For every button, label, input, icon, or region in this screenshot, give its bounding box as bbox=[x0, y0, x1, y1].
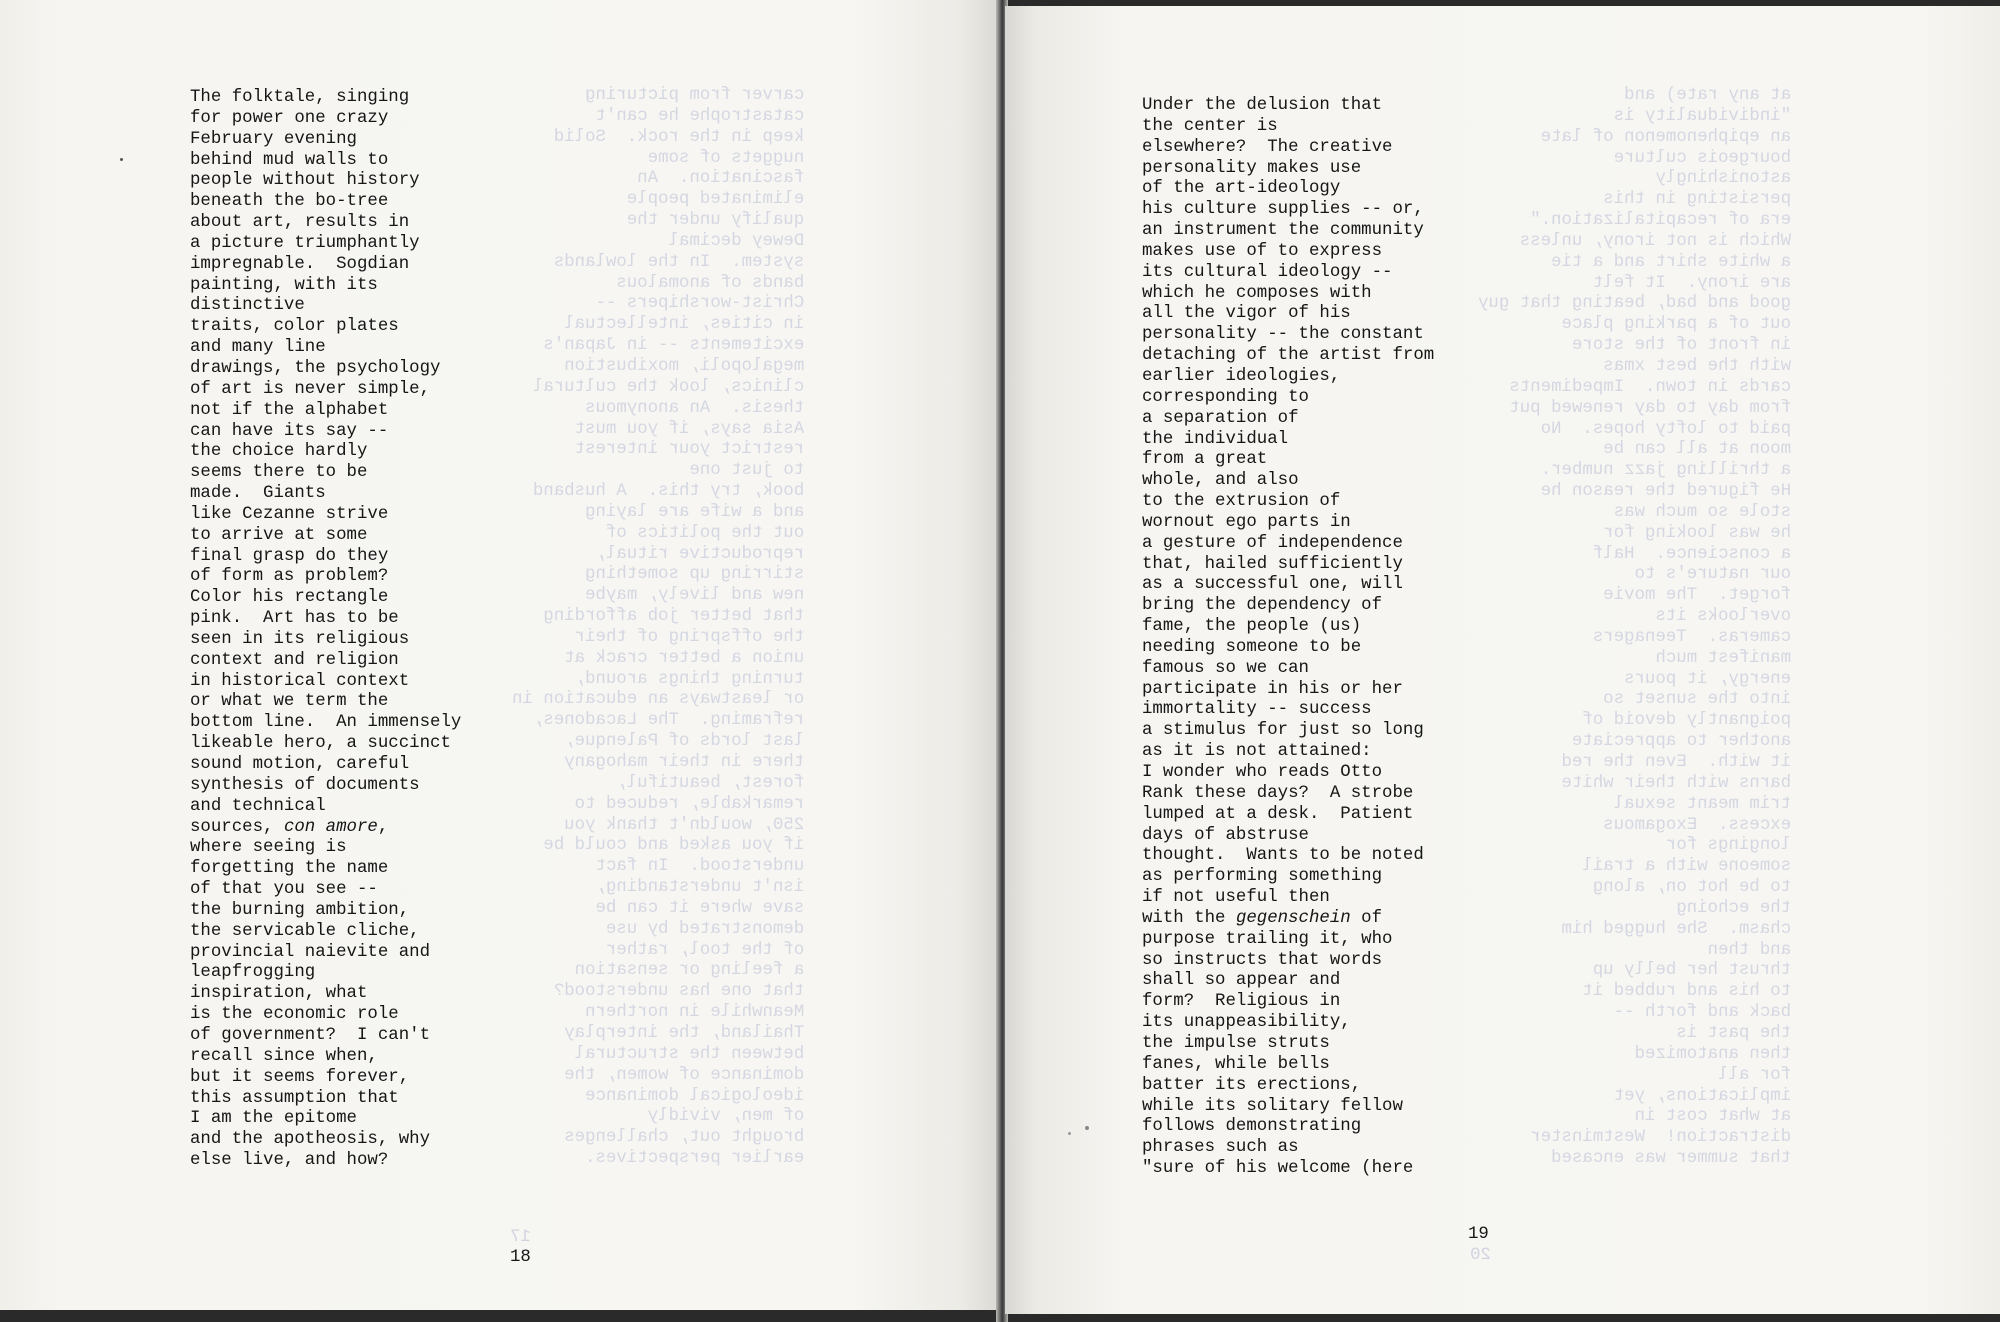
right-page bbox=[1005, 6, 2000, 1314]
text-line: where seeing is bbox=[190, 838, 347, 858]
text-line: demonstrated by use bbox=[605, 919, 805, 939]
text-line: February evening bbox=[190, 129, 357, 149]
text-line: a stimulus for just so long bbox=[1142, 721, 1424, 741]
text-line: between the structural bbox=[574, 1044, 805, 1064]
text-line: immortality -- success bbox=[1142, 700, 1372, 720]
text-line: and a wife are laying bbox=[585, 502, 805, 522]
text-line: are irony. It felt bbox=[1592, 273, 1792, 293]
text-line: all the vigor of his bbox=[1142, 304, 1351, 324]
text-line: in front of the store bbox=[1571, 336, 1792, 356]
text-line: in cities, intellectual bbox=[564, 315, 805, 335]
text-line: a conscience. Half bbox=[1592, 544, 1792, 564]
text-line: Christ-worshipers -- bbox=[595, 294, 805, 314]
text-line: its unappeasibility, bbox=[1142, 1013, 1351, 1033]
text-line: but it seems forever, bbox=[190, 1067, 410, 1087]
text-line: traits, color plates bbox=[190, 317, 399, 337]
text-line: or what we term the bbox=[190, 692, 389, 712]
text-line: to arrive at some bbox=[190, 525, 368, 545]
text-line: that one has understood? bbox=[553, 982, 805, 1002]
text-line: thought. Wants to be noted bbox=[1142, 846, 1424, 866]
text-line: follows demonstrating bbox=[1142, 1117, 1362, 1137]
text-line: era of recapitalization." bbox=[1530, 211, 1792, 231]
text-line: bourgeois culture bbox=[1613, 148, 1792, 168]
show-through-text-left bbox=[512, 86, 804, 1170]
text-line: this assumption that bbox=[190, 1088, 399, 1108]
text-line: at what cost in bbox=[1634, 1107, 1792, 1127]
text-line: eliminated people bbox=[626, 190, 805, 210]
text-line: 250, wouldn't thank you bbox=[564, 815, 805, 835]
text-line: if not useful then bbox=[1142, 888, 1330, 908]
text-line: to the extrusion of bbox=[1142, 492, 1341, 512]
text-line: Meanwhile in northern bbox=[585, 1003, 805, 1023]
text-line: people without history bbox=[190, 171, 420, 191]
text-line: if you asked and could be bbox=[543, 836, 805, 856]
text-line: like Cezanne strive bbox=[190, 504, 389, 524]
text-line: last lords of Palenque, bbox=[564, 732, 805, 752]
text-line: to be hot on, along bbox=[1592, 878, 1792, 898]
left-page-text bbox=[190, 88, 461, 1172]
text-line: else live, and how? bbox=[190, 1151, 389, 1171]
text-line: that better job affording bbox=[543, 607, 805, 627]
text-line: book, try this. A husband bbox=[532, 482, 805, 502]
text-line: purpose trailing it, who bbox=[1142, 929, 1393, 949]
italic-phrase: gegenschein bbox=[1235, 908, 1351, 928]
text-line: bottom line. An immensely bbox=[190, 713, 462, 733]
text-line: from a great bbox=[1142, 450, 1268, 470]
text-line: or leastways an education in bbox=[512, 690, 805, 710]
text-line: its cultural ideology -- bbox=[1142, 262, 1393, 282]
text-line: earlier ideologies, bbox=[1142, 366, 1341, 386]
text-line: keep in the rock. Solid bbox=[553, 127, 805, 147]
text-line: cameras. Teenagers bbox=[1592, 627, 1792, 647]
text-line: bring the dependency of bbox=[1142, 596, 1383, 616]
text-line: qualify under the bbox=[626, 211, 805, 231]
text-line: clinics, look the cultural bbox=[532, 377, 805, 397]
text-line: as it is not attained: bbox=[1142, 742, 1372, 762]
text-line: union a better crack at bbox=[564, 648, 805, 668]
text-line: fame, the people (us) bbox=[1142, 617, 1362, 637]
text-line: final grasp do they bbox=[190, 546, 389, 566]
text-line: dominance of women, the bbox=[564, 1065, 805, 1085]
text-line: energy, it pours bbox=[1624, 669, 1792, 689]
text-line: an instrument the community bbox=[1142, 221, 1424, 241]
text-line: barns with their white bbox=[1561, 773, 1792, 793]
text-line: out of a parking place bbox=[1561, 315, 1792, 335]
text-line: provincial naievite and bbox=[190, 942, 431, 962]
text-line: forest, beautiful, bbox=[616, 773, 805, 793]
text-line: moon at all can be bbox=[1603, 440, 1792, 460]
text-line: can have its say -- bbox=[190, 421, 389, 441]
text-line: understood. In fact bbox=[595, 857, 805, 877]
text-line: beneath the bo-tree bbox=[190, 192, 389, 212]
text-line: for power one crazy bbox=[190, 108, 389, 128]
text-line: good and bad, beating that guy bbox=[1478, 294, 1792, 314]
text-line: with the best xmas bbox=[1603, 356, 1792, 376]
text-line: elsewhere? The creative bbox=[1142, 137, 1393, 157]
text-line: turning things around, bbox=[574, 669, 805, 689]
text-line: I am the epitome bbox=[190, 1109, 357, 1129]
text-line: and technical bbox=[190, 796, 326, 816]
text-line: Dewey decimal bbox=[668, 231, 805, 251]
text-line: the offspring of their bbox=[574, 627, 805, 647]
text-line: catastrophe he can't bbox=[595, 106, 805, 126]
text-line: detaching of the artist from bbox=[1142, 346, 1435, 366]
italic-phrase: con amore bbox=[283, 817, 378, 837]
text-line: bands of anomalous bbox=[616, 273, 805, 293]
text-line: Rank these days? A strobe bbox=[1142, 783, 1414, 803]
text-line: of government? I can't bbox=[190, 1025, 431, 1045]
text-line: chasm. She hugged him bbox=[1561, 919, 1792, 939]
text-line: of form as problem? bbox=[190, 567, 389, 587]
text-line: a white shirt and a tie bbox=[1551, 252, 1792, 272]
text-line: it with. Even the red bbox=[1561, 753, 1792, 772]
text-line: of that you see -- bbox=[190, 880, 378, 900]
text-line: stole so much was bbox=[1613, 502, 1792, 522]
text-line: paid to lofty hopes. No bbox=[1540, 419, 1792, 439]
text-line: context and religion bbox=[190, 650, 399, 670]
text-line: phrases such as bbox=[1142, 1138, 1299, 1158]
text-line: makes use of to express bbox=[1142, 241, 1383, 261]
text-line: earlier perspectives. bbox=[585, 1149, 805, 1169]
paper-speck bbox=[120, 158, 123, 161]
text-line: while its solitary fellow bbox=[1142, 1096, 1403, 1116]
text-line: The folktale, singing bbox=[190, 88, 410, 107]
text-line: pink. Art has to be bbox=[190, 609, 399, 629]
text-line: in historical context bbox=[190, 671, 410, 691]
text-line: and many line bbox=[190, 338, 326, 358]
text-line: needing someone to be bbox=[1142, 637, 1362, 657]
text-line: distraction! Westminster bbox=[1530, 1128, 1792, 1148]
text-line: he was looking for bbox=[1603, 523, 1792, 543]
text-line: to just one bbox=[689, 461, 805, 481]
text-line: out the politics of bbox=[605, 523, 805, 543]
text-line: fascination. An bbox=[637, 169, 805, 189]
text-line: for all bbox=[1718, 1065, 1792, 1085]
text-line: forgetting the name bbox=[190, 859, 389, 879]
text-line: someone with a trail bbox=[1582, 857, 1792, 877]
text-line: isn't understanding, bbox=[595, 878, 805, 898]
text-line: a picture triumphantly bbox=[190, 233, 420, 253]
text-line: whole, and also bbox=[1142, 471, 1299, 491]
text-line: about art, results in bbox=[190, 213, 410, 233]
text-line: made. Giants bbox=[190, 484, 326, 504]
show-through-text-right bbox=[1478, 86, 1791, 1170]
text-line: drawings, the psychology bbox=[190, 358, 441, 378]
text-line: megalopoli, moxibustion bbox=[564, 356, 805, 376]
text-line: nuggets of some bbox=[647, 148, 805, 168]
paper-speck bbox=[1085, 1126, 1089, 1130]
text-line: poignantly devoid of bbox=[1582, 711, 1792, 731]
text-line: restrict your interest bbox=[574, 440, 805, 460]
text-line: personality -- the constant bbox=[1142, 325, 1424, 345]
text-line: as a successful one, will bbox=[1142, 575, 1403, 595]
text-line: synthesis of documents bbox=[190, 775, 420, 795]
text-line: "individuality is bbox=[1613, 106, 1792, 126]
text-line: another to appreciate bbox=[1571, 732, 1792, 752]
text-line: longings for bbox=[1665, 836, 1792, 856]
text-line: of men, vividly bbox=[647, 1107, 805, 1127]
right-page-text bbox=[1142, 96, 1434, 1180]
text-line: his culture supplies -- or, bbox=[1142, 200, 1424, 220]
text-line: new and lively, maybe bbox=[585, 586, 805, 606]
text-line: brought out, challenges bbox=[564, 1128, 805, 1148]
text-line: to his and rubbed it bbox=[1582, 982, 1792, 1002]
text-line: reproductive ritual, bbox=[595, 544, 805, 564]
text-line: not if the alphabet bbox=[190, 400, 389, 420]
text-line: impregnable. Sogdian bbox=[190, 254, 410, 274]
text-line: thrust her belly up bbox=[1592, 961, 1792, 981]
text-line: batter its erections, bbox=[1142, 1075, 1362, 1095]
left-page bbox=[0, 0, 1001, 1310]
text-line: ideological dominance bbox=[585, 1086, 805, 1106]
text-line: form? Religious in bbox=[1142, 992, 1341, 1012]
page-number-right: 19 bbox=[1468, 1225, 1489, 1244]
text-line: of the tool, rather bbox=[605, 940, 805, 960]
text-line: reframing. The Lacadones, bbox=[532, 711, 805, 731]
text-line: manifest much bbox=[1655, 648, 1792, 668]
text-line: astonishingly bbox=[1655, 169, 1792, 189]
text-line: of the art-ideology bbox=[1142, 179, 1341, 199]
text-line: is the economic role bbox=[190, 1005, 399, 1025]
text-line: likeable hero, a succinct bbox=[190, 734, 451, 754]
text-line: our nature's to bbox=[1634, 565, 1792, 585]
text-line: lumped at a desk. Patient bbox=[1142, 804, 1414, 824]
text-line: into the sunset so bbox=[1603, 690, 1792, 710]
text-line: inspiration, what bbox=[190, 984, 368, 1004]
text-line: there in their mahogany bbox=[564, 753, 805, 772]
text-line: recall since when, bbox=[190, 1046, 378, 1066]
page-number-left: 18 bbox=[510, 1248, 531, 1267]
text-line: Thailand, the interplay bbox=[564, 1023, 805, 1043]
text-line: an epiphenomenon of late bbox=[1540, 127, 1792, 147]
text-line: excess. Exogamous bbox=[1603, 815, 1792, 835]
text-line: a thrilling jazz number. bbox=[1540, 461, 1792, 481]
text-line: as performing something bbox=[1142, 867, 1383, 887]
text-line: distinctive bbox=[190, 296, 305, 316]
text-line: the servicable cliche, bbox=[190, 921, 420, 941]
text-line: Which is not irony, unless bbox=[1519, 231, 1792, 251]
text-line: with the gegenschein of bbox=[1142, 908, 1383, 928]
text-line: sound motion, careful bbox=[190, 755, 410, 774]
text-line: Under the delusion that bbox=[1142, 96, 1383, 115]
text-line: shall so appear and bbox=[1142, 971, 1341, 991]
text-line: and the apotheosis, why bbox=[190, 1130, 431, 1150]
text-line: back and forth -- bbox=[1613, 1003, 1792, 1023]
text-line: of art is never simple, bbox=[190, 379, 431, 399]
text-line: wornout ego parts in bbox=[1142, 512, 1351, 532]
text-line: the choice hardly bbox=[190, 442, 368, 462]
text-line: the center is bbox=[1142, 116, 1278, 136]
paper-speck bbox=[1068, 1132, 1071, 1135]
show-through-page-number-right: 20 bbox=[1470, 1246, 1491, 1265]
text-line: from day to day renewed put bbox=[1509, 398, 1792, 418]
text-line: leapfrogging bbox=[190, 963, 316, 983]
text-line: trim meant sexual bbox=[1613, 794, 1792, 814]
text-line: and then bbox=[1707, 940, 1792, 960]
text-line: a gesture of independence bbox=[1142, 533, 1403, 553]
text-line: corresponding to bbox=[1142, 387, 1309, 407]
text-line: the past is bbox=[1676, 1023, 1792, 1043]
text-line: He figured the reason he bbox=[1540, 482, 1792, 502]
text-line: stirring up something bbox=[585, 565, 805, 585]
text-line: behind mud walls to bbox=[190, 150, 389, 170]
text-line: the individual bbox=[1142, 429, 1289, 449]
text-line: cards in town. Impediments bbox=[1509, 377, 1792, 397]
text-line: persisting in this bbox=[1603, 190, 1792, 210]
text-line: a separation of bbox=[1142, 408, 1299, 428]
text-line: that, hailed sufficiently bbox=[1142, 554, 1403, 574]
text-line: excitements -- in Japan's bbox=[543, 336, 805, 356]
text-line: remarkable, reduced to bbox=[574, 794, 805, 814]
text-line: "sure of his welcome (here bbox=[1142, 1159, 1414, 1179]
text-line: forget. The movie bbox=[1603, 586, 1792, 606]
text-line: seen in its religious bbox=[190, 629, 410, 649]
text-line: thesis. An anonymous bbox=[585, 398, 805, 418]
text-line: I wonder who reads Otto bbox=[1142, 763, 1383, 782]
show-through-page-number-left: 17 bbox=[510, 1228, 531, 1247]
text-line: save where it can be bbox=[595, 898, 805, 918]
text-line: at any rate) and bbox=[1624, 86, 1792, 105]
text-line: Color his rectangle bbox=[190, 588, 389, 608]
text-line: overlooks its bbox=[1655, 607, 1792, 627]
text-line: the impulse struts bbox=[1142, 1033, 1330, 1053]
text-line: personality makes use bbox=[1142, 158, 1362, 178]
text-line: famous so we can bbox=[1142, 658, 1309, 678]
text-line: carver from picturing bbox=[585, 86, 805, 105]
text-line: painting, with its bbox=[190, 275, 378, 295]
text-line: sources, con amore, bbox=[190, 817, 389, 837]
text-line: a feeling or sensation bbox=[574, 961, 805, 981]
text-line: implications, yet bbox=[1613, 1086, 1792, 1106]
text-line: days of abstruse bbox=[1142, 825, 1309, 845]
text-line: which he composes with bbox=[1142, 283, 1372, 303]
text-line: seems there to be bbox=[190, 463, 368, 483]
text-line: system. In the lowlands bbox=[553, 252, 805, 272]
text-line: that summer was encased bbox=[1551, 1149, 1792, 1169]
text-line: the burning ambition, bbox=[190, 900, 410, 920]
text-line: then anatomized bbox=[1634, 1044, 1792, 1064]
text-line: fanes, while bells bbox=[1142, 1054, 1330, 1074]
text-line: Asia says, if you must bbox=[574, 419, 805, 439]
text-line: the echoing bbox=[1676, 898, 1792, 918]
text-line: participate in his or her bbox=[1142, 679, 1403, 699]
text-line: so instructs that words bbox=[1142, 950, 1383, 970]
